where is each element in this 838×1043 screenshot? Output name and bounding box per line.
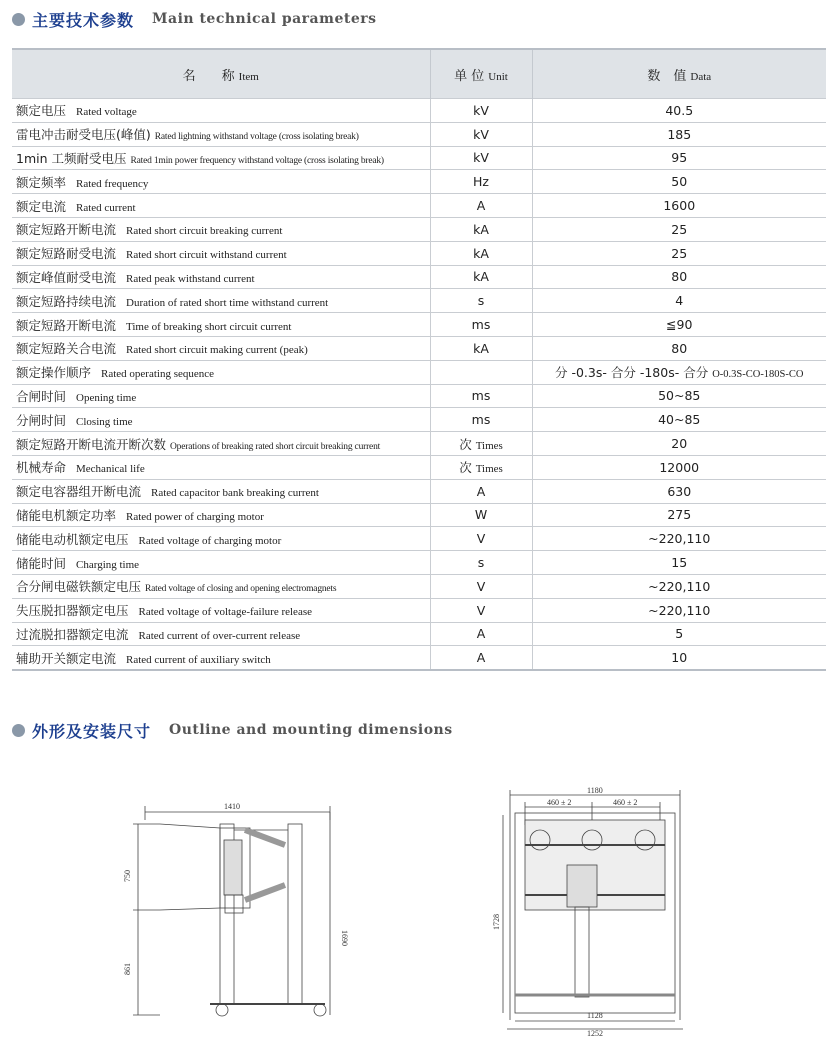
table-row [12,265,826,289]
section-header-dimensions [12,718,453,742]
dim-height-label: 1690 [340,930,349,946]
value-cell: 5 [532,622,826,646]
table-row [12,479,826,503]
table-row [12,217,826,241]
table-body [12,99,826,671]
item-cell: 储能时间 Charging time [12,551,430,575]
bullet-icon [12,724,25,737]
item-cell: 合分闸电磁铁额定电压 Rated voltage of closing and opening electromagnets [12,574,430,598]
unit-cell: kA [430,217,532,241]
dim-spacing-right-label: 460 ± 2 [613,798,638,807]
item-cell: 额定短路开断电流 Time of breaking short circuit current [12,313,430,337]
table-row [12,122,826,146]
dim-inner-width-label: 1128 [587,1011,603,1020]
unit-cell: ms [430,313,532,337]
dim-width-label: 1180 [587,786,603,795]
unit-cell: kV [430,122,532,146]
dim-lower-label: 861 [123,963,132,975]
dim-upper-label: 750 [123,870,132,882]
unit-cell: V [430,598,532,622]
value-cell: ~220,110 [532,598,826,622]
item-cell: 额定电流 Rated current [12,194,430,218]
unit-cell [430,360,532,384]
section-title-en: Main technical parameters [152,11,377,27]
unit-cell: kV [430,99,532,123]
side-view-drawing [120,790,360,1035]
value-cell: 25 [532,241,826,265]
value-cell: 80 [532,265,826,289]
table-row [12,622,826,646]
table-row [12,551,826,575]
table-row [12,455,826,479]
unit-cell: 次 Times [430,455,532,479]
bullet-icon [12,13,25,26]
item-cell: 额定短路开断电流开断次数 Operations of breaking rated short circuit breaking current [12,432,430,456]
unit-cell: ms [430,408,532,432]
item-cell: 额定频率 Rated frequency [12,170,430,194]
item-cell: 失压脱扣器额定电压 Rated voltage of voltage-failure release [12,598,430,622]
unit-cell: 次 Times [430,432,532,456]
value-cell: 4 [532,289,826,313]
item-cell: 1min 工频耐受电压 Rated 1min power frequency withstand voltage (cross isolating break) [12,146,430,170]
unit-cell: ms [430,384,532,408]
table-row [12,408,826,432]
value-cell: 40.5 [532,99,826,123]
parameters-table [12,48,826,671]
table-row [12,99,826,123]
value-cell: 1600 [532,194,826,218]
value-cell: ≦90 [532,313,826,337]
value-cell: 40~85 [532,408,826,432]
item-cell: 雷电冲击耐受电压(峰值) Rated lightning withstand voltage (cross isolating break) [12,122,430,146]
section-title-zh: 外形及安装尺寸 [32,721,152,741]
table-row [12,360,826,384]
table-row [12,336,826,360]
value-cell: 10 [532,646,826,670]
item-cell: 额定短路开断电流 Rated short circuit breaking current [12,217,430,241]
table-row [12,527,826,551]
value-cell: 12000 [532,455,826,479]
header-unit: 单 位 Unit [430,49,532,99]
section-title-zh: 主要技术参数 [32,10,135,30]
dim-spacing-left-label: 460 ± 2 [547,798,572,807]
value-cell: 分 -0.3s- 合分 -180s- 合分 O-0.3S-CO-180S-CO [532,360,826,384]
value-cell: 15 [532,551,826,575]
table-header-row [12,49,826,99]
item-cell: 额定电压 Rated voltage [12,99,430,123]
unit-cell: A [430,622,532,646]
unit-cell: Hz [430,170,532,194]
table-row [12,194,826,218]
item-cell: 储能电动机额定电压 Rated voltage of charging motor [12,527,430,551]
unit-cell: s [430,289,532,313]
header-data: 数 值 Data [532,49,826,99]
unit-cell: A [430,194,532,218]
table-row [12,313,826,337]
table-row [12,574,826,598]
item-cell: 机械寿命 Mechanical life [12,455,430,479]
item-cell: 额定峰值耐受电流 Rated peak withstand current [12,265,430,289]
value-cell: 275 [532,503,826,527]
unit-cell: kA [430,241,532,265]
table-row [12,432,826,456]
item-cell: 额定短路耐受电流 Rated short circuit withstand current [12,241,430,265]
table-row [12,646,826,670]
unit-cell: V [430,527,532,551]
section-title-en: Outline and mounting dimensions [169,722,453,738]
header-item: 名 称 Item [12,49,430,99]
dim-outer-width-label: 1252 [587,1029,603,1038]
item-cell: 额定短路持续电流 Duration of rated short time withstand current [12,289,430,313]
item-cell: 额定短路关合电流 Rated short circuit making current (peak) [12,336,430,360]
item-cell: 额定操作顺序 Rated operating sequence [12,360,430,384]
unit-cell: kA [430,265,532,289]
unit-cell: kV [430,146,532,170]
unit-cell: kA [430,336,532,360]
table-row [12,241,826,265]
unit-cell: W [430,503,532,527]
table-row [12,503,826,527]
item-cell: 储能电机额定功率 Rated power of charging motor [12,503,430,527]
unit-cell: s [430,551,532,575]
value-cell: ~220,110 [532,527,826,551]
table-row [12,598,826,622]
item-cell: 合闸时间 Opening time [12,384,430,408]
table-row [12,146,826,170]
value-cell: 50~85 [532,384,826,408]
unit-cell: A [430,646,532,670]
value-cell: 185 [532,122,826,146]
section-header-parameters [12,7,376,31]
value-cell: 630 [532,479,826,503]
value-cell: 95 [532,146,826,170]
item-cell: 分闸时间 Closing time [12,408,430,432]
table-row [12,170,826,194]
table-row [12,289,826,313]
value-cell: ~220,110 [532,574,826,598]
unit-cell: V [430,574,532,598]
value-cell: 25 [532,217,826,241]
front-view-drawing [492,785,710,1040]
item-cell: 辅助开关额定电流 Rated current of auxiliary switch [12,646,430,670]
table-row [12,384,826,408]
value-cell: 20 [532,432,826,456]
item-cell: 过流脱扣器额定电流 Rated current of over-current release [12,622,430,646]
value-cell: 50 [532,170,826,194]
value-cell: 80 [532,336,826,360]
unit-cell: A [430,479,532,503]
item-cell: 额定电容器组开断电流 Rated capacitor bank breaking current [12,479,430,503]
dim-height-label: 1728 [492,914,501,930]
dim-width-label: 1410 [224,802,240,811]
